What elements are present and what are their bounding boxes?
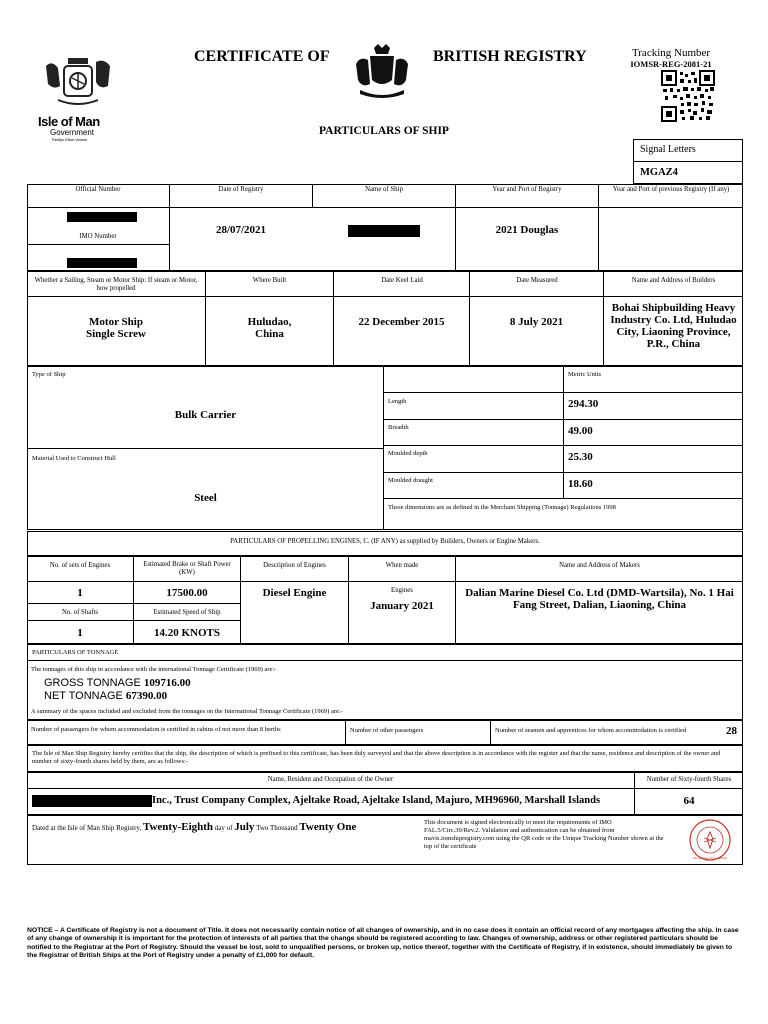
where-built-label: Where Built	[252, 277, 287, 284]
date-of-registry-value: 28/07/2021	[215, 224, 267, 236]
royal-crest-icon	[352, 44, 412, 102]
material-cell	[27, 448, 384, 530]
dated-day: Twenty-Eighth	[142, 821, 214, 833]
engines-section-title: PARTICULARS OF PROPELLING ENGINES, C. (IF ANY) as supplied by Builders, Owners or Engine Makers.	[230, 538, 540, 545]
seamen-value: 28	[726, 725, 737, 737]
dated-day-of: day of	[214, 824, 233, 832]
e-sign-note: This document is signed electronically to meet the requirements of IMO FAL.5/Circ.39/Rev.2. Validation and authentication can be obtained from mavis.iomshipregistry.com using the QR code or the Unique Tracking Number shown at the top of the certificate	[424, 819, 664, 850]
certificate-title-left: CERTIFICATE OF	[194, 48, 330, 65]
eng-row-line-b	[27, 620, 240, 621]
engine-power-label: Estimated Brake or Shaft Power (KW)	[143, 561, 231, 576]
engine-when-made-value: January 2021	[370, 600, 434, 612]
seamen-label: Number of seamen and apprentices for whom accommodation is certified	[495, 727, 687, 734]
gross-tonnage-label: GROSS TONNAGE	[44, 677, 141, 689]
official-number-label: Official Number	[75, 186, 121, 193]
ship-name-redacted	[348, 225, 420, 237]
gross-tonnage-line	[44, 677, 191, 689]
row1-divider-4	[598, 184, 599, 271]
ship-type-cell	[27, 366, 384, 449]
depth-value: 25.30	[568, 451, 593, 463]
berths-label: Number of passengers for whom accommodation is certified in cabins of not more than 8 berths	[31, 726, 281, 733]
depth-label: Moulded depth	[388, 450, 428, 457]
qr-code-icon[interactable]	[661, 70, 715, 122]
draught-label: Moulded draught	[388, 477, 433, 484]
shafts-label: No. of Shafts	[61, 609, 99, 616]
engine-sets-label: No. of sets of Engines	[49, 562, 111, 569]
engine-description-value: Diesel Engine	[262, 587, 327, 599]
engine-description-label: Description of Engines	[263, 562, 326, 569]
certificate-title-right: BRITISH REGISTRY	[433, 48, 587, 65]
tonnage-intro: The tonnages of this ship in accordance with the international Tonnage Certificate (1969) are:-	[31, 666, 277, 673]
builders-label: Name and Address of Builders	[631, 277, 716, 284]
engine-power-value: 17500.00	[166, 587, 208, 599]
official-stamp-icon	[688, 818, 732, 862]
imo-number-redacted	[67, 258, 137, 268]
shares-label: Number of Sixty-fourth Shares	[646, 776, 732, 783]
builders-value: Bohai Shipbuilding Heavy Industry Co. Ltd, Huludao City, Liaoning Province, P.R., China	[610, 302, 737, 350]
row2-divider-4	[603, 271, 604, 366]
signal-letters-label-cell	[633, 139, 743, 162]
prev-registry-label: Year and Port of previous Registry (If any)	[612, 186, 730, 193]
official-number-redacted	[67, 212, 137, 222]
owner-value: Inc., Trust Company Complex, Ajeltake Road, Ajeltake Island, Majuro, MH96960, Marshall Islands	[152, 795, 601, 806]
tracking-label: Tracking Number	[631, 47, 711, 59]
material-label: Material Used to Construct Hull	[32, 455, 116, 462]
length-label: Length	[388, 398, 407, 405]
measured-value: 8 July 2021	[509, 316, 564, 328]
ship-type-label: Type of Ship	[32, 371, 66, 378]
net-tonnage-value: 67390.00	[125, 690, 168, 702]
pass-div-2	[490, 720, 491, 745]
engine-makers-label: Name and Address of Makers	[559, 562, 640, 569]
speed-label: Estimated Speed of Ship	[153, 609, 221, 616]
engines-sub-label: Engines	[391, 587, 413, 594]
signal-letters-label: Signal Letters	[640, 144, 696, 155]
name-of-ship-label: Name of Ship	[365, 186, 403, 193]
ship-type-value: Bulk Carrier	[174, 409, 237, 421]
breadth-value: 49.00	[568, 425, 593, 437]
propulsion-label: Whether a Sailing, Steam or Motor Ship: If steam or Motor, how propelled	[34, 277, 198, 292]
shares-value: 64	[683, 795, 695, 807]
dated-line	[32, 820, 412, 835]
page-subtitle: PARTICULARS OF SHIP	[319, 125, 449, 137]
tonnage-summary: A summary of the spaces included and excluded from the tonnages on the International Tonnage Certificate (1969) are:-	[31, 708, 343, 715]
speed-value: 14.20 KNOTS	[153, 627, 220, 639]
propulsion-value-2: Single Screw	[86, 328, 146, 340]
shafts-value: 1	[77, 627, 83, 639]
where-built-value-1: Huludao,	[247, 316, 292, 328]
year-port-label: Year and Port of Registry	[492, 186, 562, 193]
tonnage-title-cell	[27, 644, 743, 661]
keel-label: Date Keel Laid	[381, 277, 423, 284]
logo-subtitle: Government	[50, 128, 95, 137]
dated-month: July	[234, 821, 255, 833]
coat-of-arms-icon	[38, 56, 118, 116]
metric-units-label: Metric Units	[568, 371, 602, 378]
owner-label: Name, Resident and Occupation of the Owner	[267, 776, 394, 783]
net-tonnage-label: NET TONNAGE	[44, 690, 123, 702]
length-value: 294.30	[568, 398, 599, 410]
dated-year: Twenty One	[299, 821, 357, 833]
engines-title-cell	[27, 531, 743, 556]
dimensions-note: These dimensions are as defined in the Merchant Shipping (Tonnage) Regulations 1998	[388, 504, 616, 511]
certification-text: The Isle of Man Ship Registry hereby certifies that the ship, the description of which is prefixed to this certificate, has been duly surveyed and that the above description is in accordance with the register and that the name, residence and description of the owner and number of sixty-fourth shares held by them, are as follows:-	[32, 750, 721, 765]
dated-two-thousand: Two Thousand	[256, 824, 298, 832]
measured-label: Date Measured	[516, 277, 558, 284]
certification-cell	[27, 745, 743, 772]
date-of-registry-label: Date of Registry	[218, 186, 264, 193]
draught-value: 18.60	[568, 478, 593, 490]
other-passengers-label: Number of other passengers	[350, 727, 424, 734]
breadth-label: Breadth	[388, 424, 409, 431]
keel-value: 22 December 2015	[358, 316, 445, 328]
iom-government-logo	[38, 56, 118, 140]
pass-div-1	[345, 720, 346, 745]
stamp-text: Isle of Man Government	[692, 856, 728, 860]
notice-text: NOTICE – A Certificate of Registry is not a document of Title. It does not necessarily contain notice of all changes of ownership, and in no case does it contain an official record of any mortgages affecting the ship. In case of any change of ownership it is important for the protection of interests of all parties that the change should be registered according to law. Changes of ownership, address or other registered particulars should be notified to the Registrar at the Port of Registry. Should the vessel be lost, sold to unqualified persons, or broken up, notice thereof, together with the Certificate of Registry, if in existence, should immediately be given to the Registrar of British Ships at the Port of Registry under a penalty of £1,000 for default.	[27, 927, 739, 959]
owner-name-redacted	[32, 795, 152, 807]
signal-letters-value-cell	[633, 161, 743, 184]
dim-col-divider	[563, 366, 564, 499]
engine-makers-value: Dalian Marine Diesel Co. Ltd (DMD-Wartsila), No. 1 Hai Fang Street, Dalian, Liaoning, China	[465, 587, 734, 611]
gross-tonnage-value: 109716.00	[143, 677, 191, 689]
imo-divider	[27, 244, 169, 245]
imo-number-label: IMO Number	[79, 233, 117, 240]
eng-row-line-a	[27, 603, 240, 604]
logo-manx: Reiltys Ellan Vannin	[52, 137, 88, 142]
net-tonnage-line	[44, 690, 167, 702]
logo-title: Isle of Man	[38, 114, 100, 129]
propulsion-value-1: Motor Ship	[89, 316, 143, 328]
dated-prefix: Dated at the Isle of Man Ship Registry,	[32, 824, 142, 832]
year-port-value: 2021 Douglas	[495, 224, 559, 236]
engine-when-made-label: When made	[385, 562, 419, 569]
material-value: Steel	[194, 492, 217, 504]
signal-letters-value: MGAZ4	[640, 167, 678, 178]
where-built-value-2: China	[255, 328, 284, 340]
engine-sets-value: 1	[77, 587, 83, 599]
tonnage-section-title: PARTICULARS OF TONNAGE	[32, 649, 119, 656]
tracking-number: IOMSR-REG-2081-21	[630, 59, 712, 69]
row1-divider-2	[312, 184, 313, 208]
